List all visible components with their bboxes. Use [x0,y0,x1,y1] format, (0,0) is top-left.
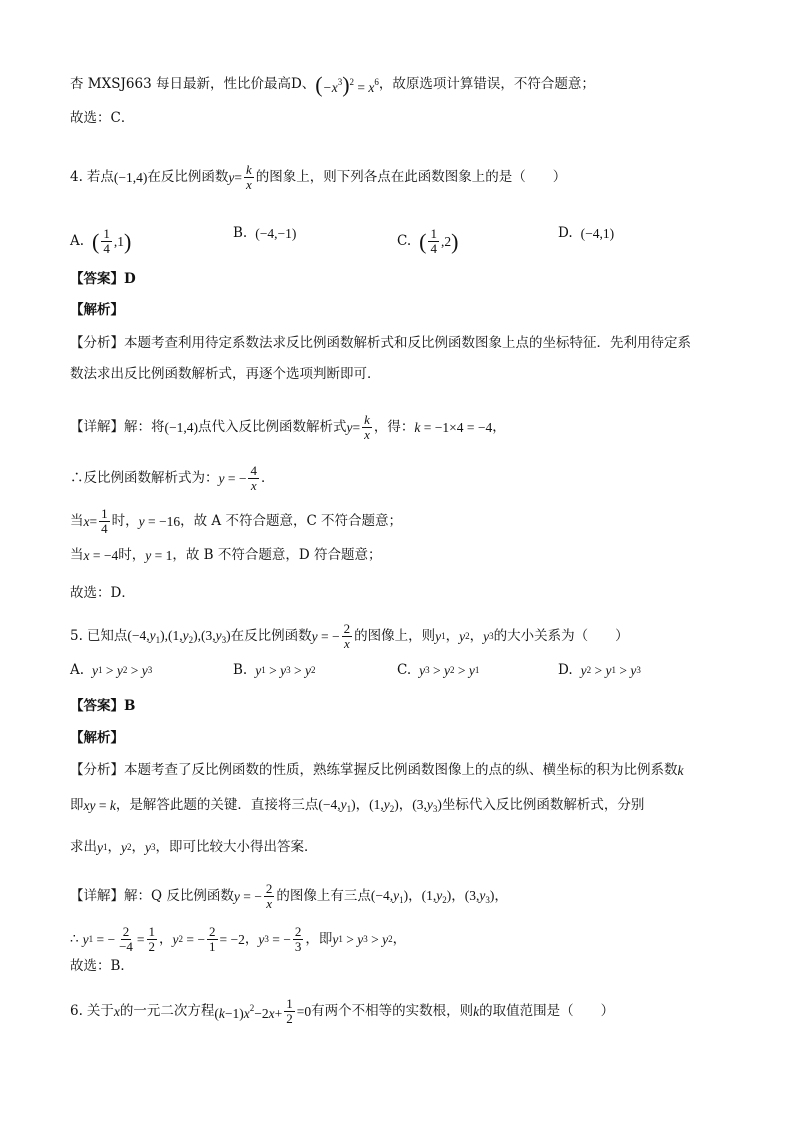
detail-4-line3: 当 x = $\frac{1}{4}$ 时， y = −16 ，故 A 不符合题意，C 不符合题意； [70,506,403,537]
analysis-5-header: 【解析】 [70,730,124,746]
analysis-4-line1: 【分析】本题考查利用待定系数法求反比例函数解析式和反比例函数图象上点的坐标特征．先利用待定系 [70,335,691,351]
analysis-5-line3: 求出 y 1 ， y 2 ， y 3 ，即可比较大小得出答案． [70,839,318,855]
option-a: A. ( $\frac{1}{4}$ ,1 ) [70,226,132,257]
detail-4-line2: ∴反比例函数解析式为： y = − $\frac{4}{x}$ ． [70,463,275,494]
question-4: 4. 若点 (−1,4) 在反比例函数 y = $\frac{k}{x}$ 的图象上，则下列各点在此函数图象上的是（ ） [70,162,567,193]
option-c: C. y 3 > y 2 > y 1 [397,662,480,678]
detail-4-conclusion: 故选：D． [70,585,135,601]
question-5: 5. 已知点 $(-4,y_1),(1,y_2),(3,y_3)$ 在反比例函数 y = − $\frac{2}{x}$ 的图像上，则 y 1 ， y 2 ， y 3 的大小关系为（ ） [70,621,629,652]
answer-4: 【答案】D [70,271,136,287]
math-expr: $(-x^3)^2 = x^6$ [315,72,379,97]
option-d: D. (−4,1) [558,225,615,241]
option-a: A. y 1 > y 2 > y 3 [70,662,153,678]
analysis-5-line2: 即 xy = k ，是解答此题的关键．直接将三点 $(-4,y_1)$ ， $(1,y_2)$ ， $(3,y_3)$ 坐标代入反比例函数解析式，分别 [70,797,645,814]
detail-5-conclusion: 故选：B． [70,958,134,974]
option-c: C. ( $\frac{1}{4}$ ,2 ) [397,226,459,257]
option-b: B. (−4,−1) [233,225,297,241]
detail-4-line1: 【详解】解：将 (−1,4) 点代入反比例函数解析式 y = $\frac{k}{x}$ ，得： k = −1×4 = −4 ， [70,412,506,443]
detail-4-line4: 当 x = −4 时， y = 1 ，故 B 不符合题意，D 符合题意； [70,547,382,563]
analysis-5-line1: 【分析】本题考查了反比例函数的性质，熟练掌握反比例函数图像上的点的纵、横坐标的积为比例系数 k [70,762,684,778]
analysis-4-line2: 数法求出反比例函数解析式，再逐个选项判断即可． [70,366,381,382]
option-b: B. y 1 > y 3 > y 2 [233,662,316,678]
detail-5-line1: 【详解】解：Q 反比例函数 y = − $\frac{2}{x}$ 的图像上有三点 $(-4,y_1)$ ， $(1,y_2)$ ， $(3,y_3)$ ， [70,881,508,912]
prev-conclusion: 故选：C． [70,110,135,126]
analysis-4-header: 【解析】 [70,302,124,318]
answer-5: 【答案】B [70,698,136,714]
detail-5-line2: ∴ y 1 = − $\frac{2}{-4}$ = $\frac{1}{2}$ ， y 2 = − $\frac{2}{1}$ = −2 ， y 3 = − $\frac{2}{3}$ ，即 y 1 > y 3 > y 2 ， [70,924,407,955]
option-d: D. y 2 > y 1 > y 3 [558,662,641,678]
question-6: 6. 关于 x 的一元二次方程 $(k-1)x^2-2x+$ $\frac{1}{2}$ =0 有两个不相等的实数根，则 k 的取值范围是（ ） [70,996,615,1027]
prev-answer-line: 杏 MXSJ663 每日最新，性比价最高D、 $(-x^3)^2 = x^6$ ，故原选项计算错误，不符合题意； [70,72,595,97]
